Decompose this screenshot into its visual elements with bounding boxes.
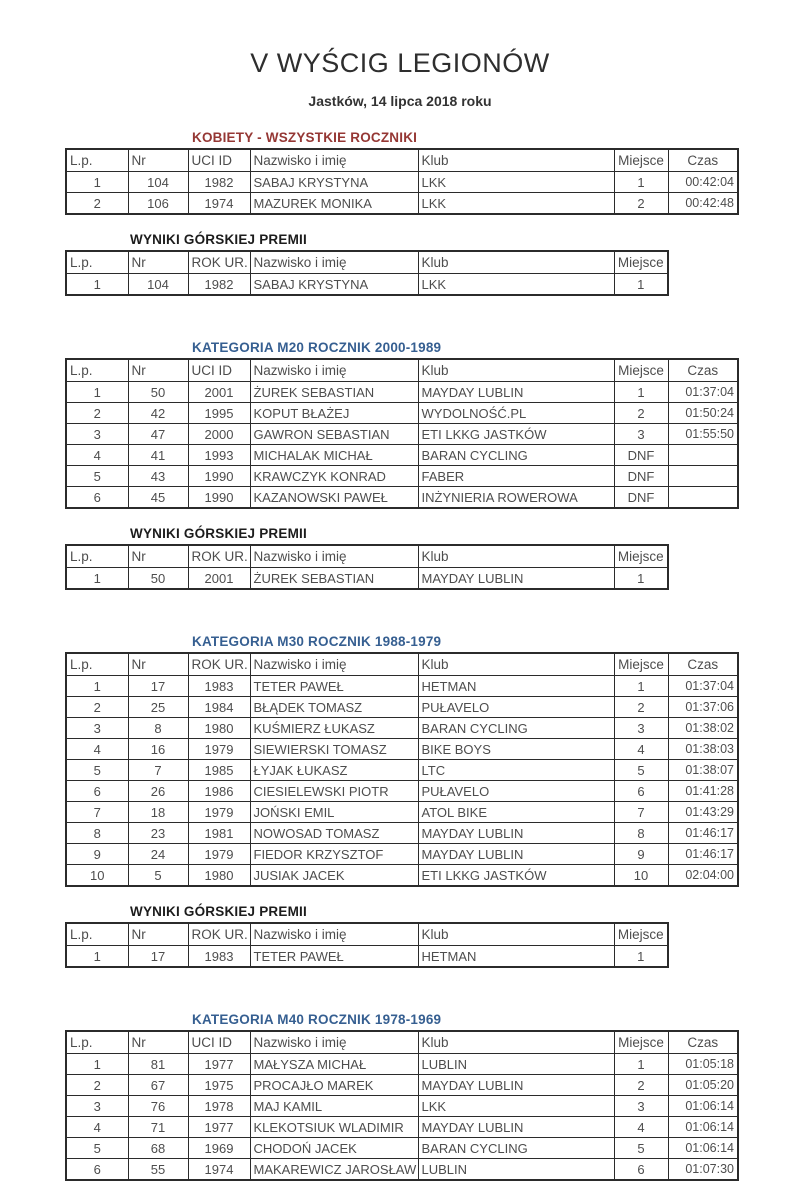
table-row [66, 424, 738, 445]
header-cell: Klub [418, 149, 614, 172]
cell: 01:37:06 [668, 697, 738, 718]
cell: 1 [614, 676, 668, 697]
header-cell: L.p. [66, 545, 128, 568]
header-cell: ROK UR. [188, 251, 250, 274]
table-row [66, 1159, 738, 1181]
table-row [66, 1096, 738, 1117]
cell: 1 [66, 676, 128, 697]
cell: MAKAREWICZ JAROSŁAW [250, 1159, 418, 1181]
cell: 1980 [188, 718, 250, 739]
cell: 01:41:28 [668, 781, 738, 802]
header-cell: Czas [668, 149, 738, 172]
m40-results-table [65, 1030, 739, 1181]
cell: 67 [128, 1075, 188, 1096]
cell: 6 [614, 1159, 668, 1181]
cell: 01:38:03 [668, 739, 738, 760]
cell: LTC [418, 760, 614, 781]
cell: 2 [614, 697, 668, 718]
cell: BARAN CYCLING [418, 445, 614, 466]
header-cell: Klub [418, 545, 614, 568]
table-row [66, 760, 738, 781]
cell: GAWRON SEBASTIAN [250, 424, 418, 445]
cell: MAYDAY LUBLIN [418, 823, 614, 844]
cell: 9 [614, 844, 668, 865]
header-cell: Nazwisko i imię [250, 251, 418, 274]
table-row [66, 466, 738, 487]
cell: 16 [128, 739, 188, 760]
header-cell: UCI ID [188, 149, 250, 172]
cell: SABAJ KRYSTYNA [250, 172, 418, 193]
cell: 01:07:30 [668, 1159, 738, 1181]
header-cell: ROK UR. [188, 545, 250, 568]
cell: ETI LKKG JASTKÓW [418, 424, 614, 445]
cell: HETMAN [418, 676, 614, 697]
header-cell: L.p. [66, 251, 128, 274]
cell: 1977 [188, 1054, 250, 1075]
header-cell: Nr [128, 545, 188, 568]
cell: 4 [614, 739, 668, 760]
page-subtitle: Jastków, 14 lipca 2018 roku [308, 93, 492, 109]
cell: 2 [66, 1075, 128, 1096]
header-cell: UCI ID [188, 359, 250, 382]
section-m40 [65, 1012, 800, 1181]
cell: 1995 [188, 403, 250, 424]
cell: 01:43:29 [668, 802, 738, 823]
cell: 5 [614, 1138, 668, 1159]
cell: 01:37:04 [668, 676, 738, 697]
header-cell: Miejsce [614, 1031, 668, 1054]
cell: 4 [66, 739, 128, 760]
header-cell: L.p. [66, 149, 128, 172]
cell: LUBLIN [418, 1054, 614, 1075]
cell: 10 [614, 865, 668, 887]
cell: 5 [614, 760, 668, 781]
cell: 01:37:04 [668, 382, 738, 403]
cell: 1982 [188, 274, 250, 296]
cell: BŁĄDEK TOMASZ [250, 697, 418, 718]
cell: 17 [128, 676, 188, 697]
cell: 01:38:07 [668, 760, 738, 781]
cell: 4 [66, 445, 128, 466]
table-row [66, 676, 738, 697]
cell: LKK [418, 274, 614, 296]
cell: LKK [418, 1096, 614, 1117]
cell: 43 [128, 466, 188, 487]
cell: BARAN CYCLING [418, 718, 614, 739]
cell: 2000 [188, 424, 250, 445]
m30-results-table [65, 652, 739, 887]
cell: 1983 [188, 946, 250, 968]
cell: 1981 [188, 823, 250, 844]
cell: FIEDOR KRZYSZTOF [250, 844, 418, 865]
m30-premii-table [65, 922, 669, 968]
cell: MAŁYSZA MICHAŁ [250, 1054, 418, 1075]
cell: 1 [614, 946, 668, 968]
cell: 1979 [188, 802, 250, 823]
table-row [66, 487, 738, 509]
table-row [66, 403, 738, 424]
cell: TETER PAWEŁ [250, 676, 418, 697]
cell: 7 [128, 760, 188, 781]
cell: 01:38:02 [668, 718, 738, 739]
cell: 01:46:17 [668, 844, 738, 865]
section-heading-m30: KATEGORIA M30 ROCZNIK 1988-1979 [192, 634, 442, 649]
cell: NOWOSAD TOMASZ [250, 823, 418, 844]
cell: 18 [128, 802, 188, 823]
header-cell: Nazwisko i imię [250, 653, 418, 676]
cell: ŻUREK SEBASTIAN [250, 382, 418, 403]
cell: 01:55:50 [668, 424, 738, 445]
cell: 1974 [188, 193, 250, 215]
cell: 1982 [188, 172, 250, 193]
cell: 5 [128, 865, 188, 887]
header-cell: L.p. [66, 923, 128, 946]
table-row [66, 1117, 738, 1138]
table-row [66, 1138, 738, 1159]
cell: 1983 [188, 676, 250, 697]
cell: 1 [614, 274, 668, 296]
header-cell: UCI ID [188, 1031, 250, 1054]
cell: 01:50:24 [668, 403, 738, 424]
cell [668, 445, 738, 466]
cell: FABER [418, 466, 614, 487]
cell: 68 [128, 1138, 188, 1159]
cell: 1 [66, 946, 128, 968]
cell: 1974 [188, 1159, 250, 1181]
section-m20 [65, 340, 800, 590]
cell: 8 [128, 718, 188, 739]
table-header-row [66, 1031, 738, 1054]
cell: ŁYJAK ŁUKASZ [250, 760, 418, 781]
cell: MAJ KAMIL [250, 1096, 418, 1117]
header-cell: Nr [128, 359, 188, 382]
header-cell: Miejsce [614, 653, 668, 676]
header-cell: Czas [668, 1031, 738, 1054]
cell: 8 [66, 823, 128, 844]
cell: TETER PAWEŁ [250, 946, 418, 968]
table-row [66, 193, 738, 215]
table-row [66, 823, 738, 844]
cell: ATOL BIKE [418, 802, 614, 823]
cell: 1969 [188, 1138, 250, 1159]
cell: 25 [128, 697, 188, 718]
cell: 5 [66, 760, 128, 781]
table-row [66, 781, 738, 802]
header-cell: Nazwisko i imię [250, 149, 418, 172]
header-cell: Nr [128, 923, 188, 946]
cell: 1990 [188, 487, 250, 509]
cell: PROCAJŁO MAREK [250, 1075, 418, 1096]
cell: MAZUREK MONIKA [250, 193, 418, 215]
premii-heading-m20: WYNIKI GÓRSKIEJ PREMII [130, 526, 307, 541]
cell: JUSIAK JACEK [250, 865, 418, 887]
table-row [66, 382, 738, 403]
cell: WYDOLNOŚĆ.PL [418, 403, 614, 424]
cell: 1 [66, 274, 128, 296]
cell: 3 [614, 424, 668, 445]
cell: LKK [418, 172, 614, 193]
cell: 3 [614, 1096, 668, 1117]
page-title: V WYŚCIG LEGIONÓW [250, 48, 550, 78]
header-cell: Nr [128, 149, 188, 172]
header-cell: L.p. [66, 359, 128, 382]
cell: 2 [614, 403, 668, 424]
table-header-row [66, 545, 668, 568]
cell [668, 487, 738, 509]
header-cell: Miejsce [614, 149, 668, 172]
table-row [66, 802, 738, 823]
cell: SABAJ KRYSTYNA [250, 274, 418, 296]
cell: 50 [128, 382, 188, 403]
cell: 01:46:17 [668, 823, 738, 844]
cell: 1 [614, 1054, 668, 1075]
header-cell: ROK UR. [188, 923, 250, 946]
cell: 9 [66, 844, 128, 865]
header-cell: Nazwisko i imię [250, 923, 418, 946]
cell: PUŁAVELO [418, 697, 614, 718]
header-cell: Miejsce [614, 545, 668, 568]
cell: 02:04:00 [668, 865, 738, 887]
header-cell: Nr [128, 653, 188, 676]
section-kobiety [65, 130, 800, 296]
cell: 81 [128, 1054, 188, 1075]
cell: 1 [614, 568, 668, 590]
cell: 2001 [188, 568, 250, 590]
premii-heading-kobiety: WYNIKI GÓRSKIEJ PREMII [130, 232, 307, 247]
cell: 2 [614, 193, 668, 215]
cell: 1 [66, 568, 128, 590]
cell: 104 [128, 274, 188, 296]
cell: 1 [614, 172, 668, 193]
table-header-row [66, 149, 738, 172]
cell: 5 [66, 1138, 128, 1159]
table-header-row [66, 653, 738, 676]
cell: 01:06:14 [668, 1096, 738, 1117]
cell: KRAWCZYK KONRAD [250, 466, 418, 487]
cell: 6 [66, 781, 128, 802]
kobiety-premii-table [65, 250, 669, 296]
cell: LUBLIN [418, 1159, 614, 1181]
cell: 1985 [188, 760, 250, 781]
cell: 8 [614, 823, 668, 844]
cell: 2 [66, 193, 128, 215]
cell: 47 [128, 424, 188, 445]
header-cell: Miejsce [614, 923, 668, 946]
cell: 3 [614, 718, 668, 739]
cell: MAYDAY LUBLIN [418, 568, 614, 590]
cell: 1990 [188, 466, 250, 487]
section-m30 [65, 634, 800, 968]
table-row [66, 568, 668, 590]
table-row [66, 1054, 738, 1075]
header-cell: Nazwisko i imię [250, 359, 418, 382]
cell: 1986 [188, 781, 250, 802]
header-cell: Klub [418, 251, 614, 274]
cell: HETMAN [418, 946, 614, 968]
cell: ETI LKKG JASTKÓW [418, 865, 614, 887]
cell: 1984 [188, 697, 250, 718]
cell: KOPUT BŁAŻEJ [250, 403, 418, 424]
cell: MAYDAY LUBLIN [418, 1075, 614, 1096]
cell: BIKE BOYS [418, 739, 614, 760]
cell: DNF [614, 466, 668, 487]
header-cell: Nazwisko i imię [250, 1031, 418, 1054]
header-cell: Klub [418, 653, 614, 676]
table-row [66, 1075, 738, 1096]
cell: 71 [128, 1117, 188, 1138]
header-cell: Klub [418, 923, 614, 946]
results-sections [65, 130, 800, 1181]
cell [668, 466, 738, 487]
section-heading-m20: KATEGORIA M20 ROCZNIK 2000-1989 [192, 340, 442, 355]
table-header-row [66, 923, 668, 946]
table-row [66, 274, 668, 296]
cell: MAYDAY LUBLIN [418, 1117, 614, 1138]
cell: KAZANOWSKI PAWEŁ [250, 487, 418, 509]
table-header-row [66, 359, 738, 382]
cell: 1979 [188, 844, 250, 865]
cell: JOŃSKI EMIL [250, 802, 418, 823]
cell: 1 [66, 1054, 128, 1075]
cell: 1993 [188, 445, 250, 466]
header-cell: Miejsce [614, 359, 668, 382]
header-cell: L.p. [66, 1031, 128, 1054]
cell: 41 [128, 445, 188, 466]
table-row [66, 865, 738, 887]
cell: 6 [614, 781, 668, 802]
cell: 26 [128, 781, 188, 802]
cell: 01:05:18 [668, 1054, 738, 1075]
cell: BARAN CYCLING [418, 1138, 614, 1159]
cell: DNF [614, 487, 668, 509]
cell: 10 [66, 865, 128, 887]
header-cell: Miejsce [614, 251, 668, 274]
header-cell: L.p. [66, 653, 128, 676]
cell: 2001 [188, 382, 250, 403]
cell: 00:42:48 [668, 193, 738, 215]
cell: 1977 [188, 1117, 250, 1138]
kobiety-results-table [65, 148, 739, 215]
cell: 1975 [188, 1075, 250, 1096]
cell: CHODOŃ JACEK [250, 1138, 418, 1159]
cell: KUŚMIERZ ŁUKASZ [250, 718, 418, 739]
cell: MICHALAK MICHAŁ [250, 445, 418, 466]
cell: 00:42:04 [668, 172, 738, 193]
header-cell: Klub [418, 359, 614, 382]
cell: 6 [66, 487, 128, 509]
table-row [66, 844, 738, 865]
cell: 3 [66, 718, 128, 739]
cell: 1 [614, 382, 668, 403]
cell: 76 [128, 1096, 188, 1117]
header-cell: Nr [128, 1031, 188, 1054]
cell: 4 [614, 1117, 668, 1138]
table-row [66, 445, 738, 466]
cell: 3 [66, 424, 128, 445]
cell: 55 [128, 1159, 188, 1181]
cell: KLEKOTSIUK WLADIMIR [250, 1117, 418, 1138]
section-heading-m40: KATEGORIA M40 ROCZNIK 1978-1969 [192, 1012, 442, 1027]
cell: 23 [128, 823, 188, 844]
cell: MAYDAY LUBLIN [418, 844, 614, 865]
m20-premii-table [65, 544, 669, 590]
cell: 24 [128, 844, 188, 865]
cell: 42 [128, 403, 188, 424]
cell: 106 [128, 193, 188, 215]
header-cell: Nazwisko i imię [250, 545, 418, 568]
section-heading-kobiety: KOBIETY - WSZYSTKIE ROCZNIKI [192, 130, 418, 145]
cell: 01:06:14 [668, 1138, 738, 1159]
cell: 1 [66, 382, 128, 403]
table-row [66, 739, 738, 760]
cell: 5 [66, 466, 128, 487]
table-row [66, 946, 668, 968]
table-row [66, 718, 738, 739]
cell: 1 [66, 172, 128, 193]
cell: CIESIELEWSKI PIOTR [250, 781, 418, 802]
cell: 2 [66, 697, 128, 718]
table-row [66, 172, 738, 193]
cell: 6 [66, 1159, 128, 1181]
header-cell: Czas [668, 653, 738, 676]
cell: 2 [66, 403, 128, 424]
cell: SIEWIERSKI TOMASZ [250, 739, 418, 760]
header-cell: Nr [128, 251, 188, 274]
header-cell: ROK UR. [188, 653, 250, 676]
m20-results-table [65, 358, 739, 509]
header-cell: Czas [668, 359, 738, 382]
cell: 45 [128, 487, 188, 509]
cell: 4 [66, 1117, 128, 1138]
cell: 2 [614, 1075, 668, 1096]
cell: 1979 [188, 739, 250, 760]
header-cell: Klub [418, 1031, 614, 1054]
cell: LKK [418, 193, 614, 215]
cell: 3 [66, 1096, 128, 1117]
cell: DNF [614, 445, 668, 466]
cell: 17 [128, 946, 188, 968]
cell: 50 [128, 568, 188, 590]
cell: 1978 [188, 1096, 250, 1117]
cell: 1980 [188, 865, 250, 887]
cell: 104 [128, 172, 188, 193]
cell: 7 [614, 802, 668, 823]
table-header-row [66, 251, 668, 274]
cell: MAYDAY LUBLIN [418, 382, 614, 403]
premii-heading-m30: WYNIKI GÓRSKIEJ PREMII [130, 904, 307, 919]
cell: ŻUREK SEBASTIAN [250, 568, 418, 590]
cell: 01:05:20 [668, 1075, 738, 1096]
table-row [66, 697, 738, 718]
cell: INŻYNIERIA ROWEROWA [418, 487, 614, 509]
cell: PUŁAVELO [418, 781, 614, 802]
cell: 01:06:14 [668, 1117, 738, 1138]
cell: 7 [66, 802, 128, 823]
